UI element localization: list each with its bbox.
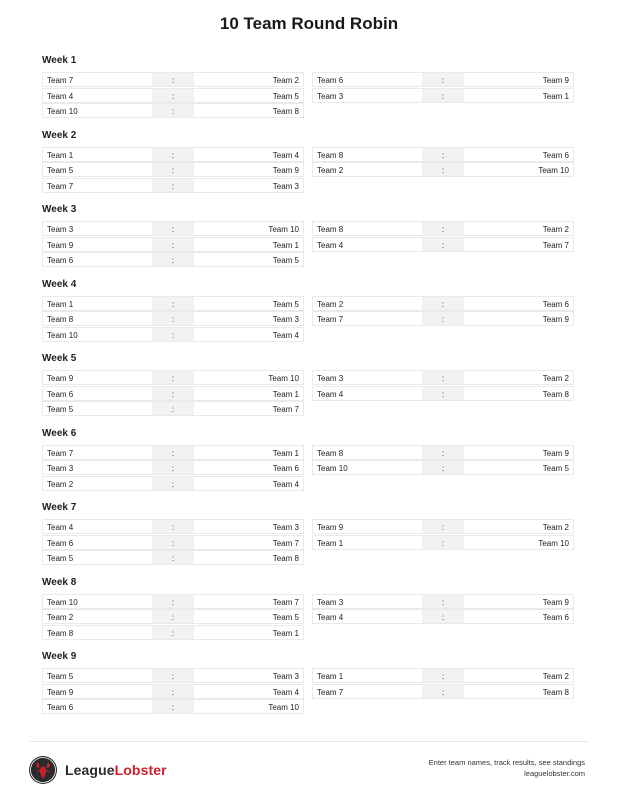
- matchup-column-right: [312, 668, 574, 715]
- matchup-row: [42, 519, 304, 534]
- away-team-cell[interactable]: Team 5: [194, 609, 304, 624]
- matchup-column-left: [42, 147, 304, 194]
- matchup-row: [312, 445, 574, 460]
- home-team-cell[interactable]: Team 9: [42, 237, 152, 252]
- home-team-cell[interactable]: Team 7: [42, 178, 152, 193]
- away-team-cell[interactable]: Team 5: [464, 460, 574, 475]
- matchup-column-right: [312, 72, 574, 119]
- score-cell[interactable]: :: [152, 684, 194, 699]
- week-block: [42, 129, 574, 204]
- away-team-cell[interactable]: Team 8: [194, 550, 304, 565]
- score-cell[interactable]: :: [152, 327, 194, 342]
- away-team-cell[interactable]: Team 1: [194, 625, 304, 640]
- matchup-row: [42, 72, 304, 87]
- score-cell[interactable]: :: [152, 550, 194, 565]
- away-team-cell[interactable]: Team 4: [194, 147, 304, 162]
- away-team-cell[interactable]: Team 2: [464, 668, 574, 683]
- week-block: [42, 650, 574, 725]
- matchup-row: [312, 162, 574, 177]
- away-team-cell[interactable]: Team 2: [464, 221, 574, 236]
- away-team-cell[interactable]: Team 3: [194, 668, 304, 683]
- home-team-cell[interactable]: Team 5: [42, 550, 152, 565]
- away-team-cell[interactable]: Team 10: [194, 221, 304, 236]
- matchup-row: [42, 237, 304, 252]
- matchup-row: [312, 609, 574, 624]
- score-cell[interactable]: :: [152, 476, 194, 491]
- score-cell[interactable]: :: [152, 311, 194, 326]
- home-team-cell[interactable]: Team 8: [312, 445, 422, 460]
- home-team-cell[interactable]: Team 8: [312, 147, 422, 162]
- home-team-cell[interactable]: Team 10: [42, 327, 152, 342]
- logo-lobster-text: Lobster: [114, 762, 167, 778]
- matchup-column-left: [42, 668, 304, 715]
- home-team-cell[interactable]: Team 3: [42, 221, 152, 236]
- away-team-cell[interactable]: Team 6: [464, 147, 574, 162]
- matchup-column-left: [42, 445, 304, 492]
- home-team-cell[interactable]: Team 9: [312, 519, 422, 534]
- home-team-cell[interactable]: Team 1: [42, 147, 152, 162]
- score-cell[interactable]: :: [152, 594, 194, 609]
- lobster-icon: [28, 755, 58, 785]
- matchup-column-left: [42, 594, 304, 641]
- score-cell[interactable]: :: [422, 311, 464, 326]
- score-cell[interactable]: :: [422, 147, 464, 162]
- home-team-cell[interactable]: Team 6: [42, 535, 152, 550]
- matchup-row: [42, 370, 304, 385]
- score-cell[interactable]: :: [422, 386, 464, 401]
- matchup-row: [42, 103, 304, 118]
- away-team-cell[interactable]: Team 8: [194, 103, 304, 118]
- home-team-cell[interactable]: Team 8: [42, 311, 152, 326]
- home-team-cell[interactable]: Team 7: [42, 72, 152, 87]
- away-team-cell[interactable]: Team 2: [194, 72, 304, 87]
- score-cell[interactable]: :: [152, 519, 194, 534]
- matchup-row: [312, 460, 574, 475]
- home-team-cell[interactable]: Team 3: [312, 594, 422, 609]
- home-team-cell[interactable]: Team 5: [42, 162, 152, 177]
- tagline-text: Enter team names, track results, see standings: [428, 758, 585, 767]
- matchup-row: [42, 625, 304, 640]
- away-team-cell[interactable]: Team 1: [464, 88, 574, 103]
- away-team-cell[interactable]: Team 4: [194, 327, 304, 342]
- matchup-column-right: [312, 296, 574, 343]
- matchup-row: [42, 684, 304, 699]
- home-team-cell[interactable]: Team 7: [312, 684, 422, 699]
- matchup-row: [42, 535, 304, 550]
- score-cell[interactable]: :: [152, 88, 194, 103]
- away-team-cell[interactable]: Team 1: [194, 445, 304, 460]
- matchup-column-right: [312, 370, 574, 417]
- away-team-cell[interactable]: Team 5: [194, 252, 304, 267]
- home-team-cell[interactable]: Team 10: [312, 460, 422, 475]
- away-team-cell[interactable]: Team 5: [194, 88, 304, 103]
- matchup-row: [312, 519, 574, 534]
- away-team-cell[interactable]: Team 7: [194, 535, 304, 550]
- home-team-cell[interactable]: Team 3: [312, 88, 422, 103]
- score-cell[interactable]: :: [152, 535, 194, 550]
- matchup-row: [312, 535, 574, 550]
- score-cell[interactable]: :: [422, 88, 464, 103]
- matchup-column-left: [42, 72, 304, 119]
- week-block: [42, 501, 574, 576]
- away-team-cell[interactable]: Team 6: [464, 609, 574, 624]
- away-team-cell[interactable]: Team 9: [464, 311, 574, 326]
- home-team-cell[interactable]: Team 3: [42, 460, 152, 475]
- home-team-cell[interactable]: Team 10: [42, 594, 152, 609]
- score-cell[interactable]: :: [422, 370, 464, 385]
- home-team-cell[interactable]: Team 4: [312, 237, 422, 252]
- week-block: [42, 352, 574, 427]
- away-team-cell[interactable]: Team 9: [464, 594, 574, 609]
- matchup-row: [42, 327, 304, 342]
- matchup-row: [42, 668, 304, 683]
- matchup-row: [42, 594, 304, 609]
- home-team-cell[interactable]: Team 8: [42, 625, 152, 640]
- score-cell[interactable]: :: [422, 445, 464, 460]
- away-team-cell[interactable]: Team 5: [194, 296, 304, 311]
- week-title: Week 3: [42, 204, 77, 215]
- home-team-cell[interactable]: Team 2: [312, 296, 422, 311]
- matchup-row: [42, 296, 304, 311]
- home-team-cell[interactable]: Team 4: [42, 88, 152, 103]
- matchup-row: [312, 88, 574, 103]
- matchup-row: [312, 370, 574, 385]
- score-cell[interactable]: :: [152, 609, 194, 624]
- matchup-row: [42, 162, 304, 177]
- home-team-cell[interactable]: Team 6: [42, 699, 152, 714]
- score-cell[interactable]: :: [152, 625, 194, 640]
- home-team-cell[interactable]: Team 9: [42, 370, 152, 385]
- logo-wordmark: [65, 762, 167, 778]
- score-cell[interactable]: :: [152, 103, 194, 118]
- away-team-cell[interactable]: Team 10: [194, 370, 304, 385]
- week-block: [42, 203, 574, 278]
- matchup-row: [42, 476, 304, 491]
- home-team-cell[interactable]: Team 2: [42, 476, 152, 491]
- home-team-cell[interactable]: Team 5: [42, 401, 152, 416]
- score-cell[interactable]: :: [152, 401, 194, 416]
- away-team-cell[interactable]: Team 2: [464, 370, 574, 385]
- league-lobster-logo[interactable]: [28, 755, 167, 785]
- week-title: Week 5: [42, 353, 77, 364]
- footer-divider: [30, 741, 588, 742]
- week-title: Week 6: [42, 427, 77, 439]
- week-title: Week 4: [42, 278, 77, 290]
- score-cell[interactable]: :: [152, 445, 194, 460]
- matchup-row: [312, 296, 574, 311]
- schedule: [42, 54, 574, 725]
- away-team-cell[interactable]: Team 4: [194, 476, 304, 491]
- matchup-column-right: [312, 147, 574, 194]
- away-team-cell[interactable]: Team 8: [464, 386, 574, 401]
- score-cell[interactable]: :: [422, 460, 464, 475]
- home-team-cell[interactable]: Team 4: [312, 609, 422, 624]
- score-cell[interactable]: :: [422, 221, 464, 236]
- week-block: [42, 278, 574, 353]
- score-cell[interactable]: :: [422, 668, 464, 683]
- score-cell[interactable]: :: [152, 668, 194, 683]
- matchup-row: [42, 609, 304, 624]
- home-team-cell[interactable]: Team 9: [42, 684, 152, 699]
- away-team-cell[interactable]: Team 7: [194, 594, 304, 609]
- matchup-column-right: [312, 445, 574, 492]
- home-team-cell[interactable]: Team 7: [312, 311, 422, 326]
- away-team-cell[interactable]: Team 8: [464, 684, 574, 699]
- matchup-row: [312, 684, 574, 699]
- home-team-cell[interactable]: Team 3: [312, 370, 422, 385]
- matchup-row: [312, 594, 574, 609]
- away-team-cell[interactable]: Team 10: [464, 535, 574, 550]
- matchup-row: [42, 252, 304, 267]
- score-cell[interactable]: :: [152, 296, 194, 311]
- score-cell[interactable]: :: [152, 147, 194, 162]
- away-team-cell[interactable]: Team 10: [464, 162, 574, 177]
- week-title: Week 8: [42, 576, 77, 588]
- matchup-row: [42, 311, 304, 326]
- home-team-cell[interactable]: Team 4: [312, 386, 422, 401]
- week-title: Week 7: [42, 502, 77, 513]
- matchup-row: [42, 221, 304, 236]
- week-title: Week 2: [42, 129, 77, 141]
- matchup-row: [42, 178, 304, 193]
- home-team-cell[interactable]: Team 8: [312, 221, 422, 236]
- matchup-row: [312, 311, 574, 326]
- matchup-row: [42, 460, 304, 475]
- away-team-cell[interactable]: Team 6: [464, 296, 574, 311]
- score-cell[interactable]: :: [422, 162, 464, 177]
- matchup-column-right: [312, 594, 574, 641]
- week-title: Week 9: [42, 651, 77, 662]
- home-team-cell[interactable]: Team 1: [312, 535, 422, 550]
- score-cell[interactable]: :: [152, 460, 194, 475]
- home-team-cell[interactable]: Team 5: [42, 668, 152, 683]
- score-cell[interactable]: :: [422, 594, 464, 609]
- home-team-cell[interactable]: Team 6: [312, 72, 422, 87]
- home-team-cell[interactable]: Team 10: [42, 103, 152, 118]
- away-team-cell[interactable]: Team 3: [194, 311, 304, 326]
- home-team-cell[interactable]: Team 6: [42, 386, 152, 401]
- away-team-cell[interactable]: Team 7: [194, 401, 304, 416]
- score-cell[interactable]: :: [152, 370, 194, 385]
- away-team-cell[interactable]: Team 6: [194, 460, 304, 475]
- home-team-cell[interactable]: Team 4: [42, 519, 152, 534]
- score-cell[interactable]: :: [152, 237, 194, 252]
- score-cell[interactable]: :: [152, 178, 194, 193]
- home-team-cell[interactable]: Team 2: [42, 609, 152, 624]
- score-cell[interactable]: :: [422, 72, 464, 87]
- away-team-cell[interactable]: Team 3: [194, 178, 304, 193]
- footer-tagline: [429, 757, 585, 779]
- away-team-cell[interactable]: Team 9: [194, 162, 304, 177]
- home-team-cell[interactable]: Team 6: [42, 252, 152, 267]
- week-block: [42, 427, 574, 502]
- score-cell[interactable]: :: [422, 519, 464, 534]
- score-cell[interactable]: :: [152, 386, 194, 401]
- matchup-row: [312, 668, 574, 683]
- matchup-row: [312, 147, 574, 162]
- score-cell[interactable]: :: [422, 237, 464, 252]
- away-team-cell[interactable]: Team 4: [194, 684, 304, 699]
- score-cell[interactable]: :: [152, 252, 194, 267]
- score-cell[interactable]: :: [422, 609, 464, 624]
- week-block: [42, 576, 574, 651]
- matchup-row: [42, 88, 304, 103]
- matchup-row: [42, 386, 304, 401]
- website-link[interactable]: leaguelobster.com: [524, 769, 585, 778]
- matchup-row: [42, 445, 304, 460]
- matchup-column-left: [42, 296, 304, 343]
- away-team-cell[interactable]: Team 7: [464, 237, 574, 252]
- score-cell[interactable]: :: [152, 699, 194, 714]
- matchup-column-right: [312, 519, 574, 566]
- matchup-row: [312, 386, 574, 401]
- score-cell[interactable]: :: [422, 684, 464, 699]
- score-cell[interactable]: :: [152, 162, 194, 177]
- score-cell[interactable]: :: [422, 296, 464, 311]
- away-team-cell[interactable]: Team 10: [194, 699, 304, 714]
- matchup-row: [42, 401, 304, 416]
- matchup-row: [312, 221, 574, 236]
- matchup-column-right: [312, 221, 574, 268]
- matchup-column-left: [42, 370, 304, 417]
- logo-league-text: League: [65, 762, 115, 778]
- page-title: 10 Team Round Robin: [219, 14, 399, 33]
- matchup-row: [42, 699, 304, 714]
- matchup-row: [42, 147, 304, 162]
- away-team-cell[interactable]: Team 2: [464, 519, 574, 534]
- home-team-cell[interactable]: Team 1: [312, 668, 422, 683]
- away-team-cell[interactable]: Team 1: [194, 237, 304, 252]
- matchup-row: [42, 550, 304, 565]
- away-team-cell[interactable]: Team 9: [464, 445, 574, 460]
- home-team-cell[interactable]: Team 2: [312, 162, 422, 177]
- away-team-cell[interactable]: Team 9: [464, 72, 574, 87]
- score-cell[interactable]: :: [422, 535, 464, 550]
- home-team-cell[interactable]: Team 7: [42, 445, 152, 460]
- score-cell[interactable]: :: [152, 221, 194, 236]
- matchup-column-left: [42, 221, 304, 268]
- score-cell[interactable]: :: [152, 72, 194, 87]
- week-block: [42, 54, 574, 129]
- away-team-cell[interactable]: Team 3: [194, 519, 304, 534]
- week-title: Week 1: [42, 55, 77, 66]
- matchup-column-left: [42, 519, 304, 566]
- matchup-row: [312, 237, 574, 252]
- away-team-cell[interactable]: Team 1: [194, 386, 304, 401]
- matchup-row: [312, 72, 574, 87]
- home-team-cell[interactable]: Team 1: [42, 296, 152, 311]
